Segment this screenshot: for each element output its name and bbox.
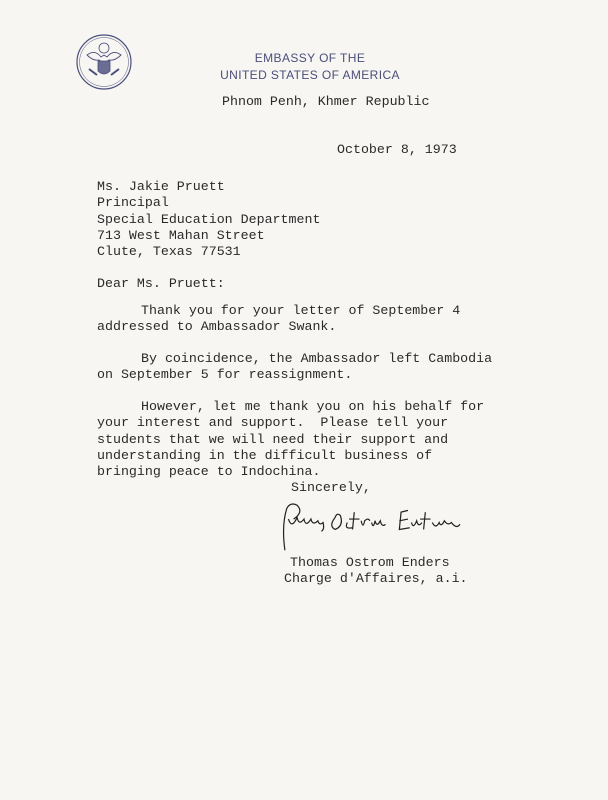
handwritten-signature [262,500,502,552]
paragraph-line: your interest and support. Please tell your [97,415,449,431]
paragraph-line: By coincidence, the Ambassador left Cambodia [141,351,493,366]
signer-name: Thomas Ostrom Enders [290,555,450,570]
recipient-line: Clute, Texas 77531 [97,244,241,260]
letter-date: October 8, 1973 [337,142,457,157]
closing: Sincerely, [291,480,371,495]
embassy-seal [75,33,133,91]
recipient-address [97,179,320,260]
paragraph-line: addressed to Ambassador Swank. [97,319,337,335]
signature-block [284,555,468,588]
signer-title: Charge d'Affaires, a.i. [284,571,468,587]
recipient-line: 713 West Mahan Street [97,227,265,243]
paragraph-line: Thank you for your letter of September 4 [141,303,461,318]
recipient-line: Principal [97,195,169,211]
paragraph-1 [97,303,460,336]
paragraph-2 [97,351,492,384]
recipient-line: Special Education Department [97,211,321,227]
paragraph-line: on September 5 for reassignment. [97,367,353,383]
letterhead-line-2: UNITED STATES OF AMERICA [220,68,400,82]
salutation: Dear Ms. Pruett: [97,276,225,291]
paragraph-line: understanding in the difficult business of [97,447,433,463]
paragraph-line: bringing peace to Indochina. [97,464,321,480]
letterhead-location: Phnom Penh, Khmer Republic [222,94,430,109]
paragraph-line: students that we will need their support and [97,431,449,447]
paragraph-line: However, let me thank you on his behalf for [141,399,485,414]
recipient-line: Ms. Jakie Pruett [97,179,225,194]
paragraph-3 [97,399,484,480]
letterhead-line-1: EMBASSY OF THE [254,51,366,65]
